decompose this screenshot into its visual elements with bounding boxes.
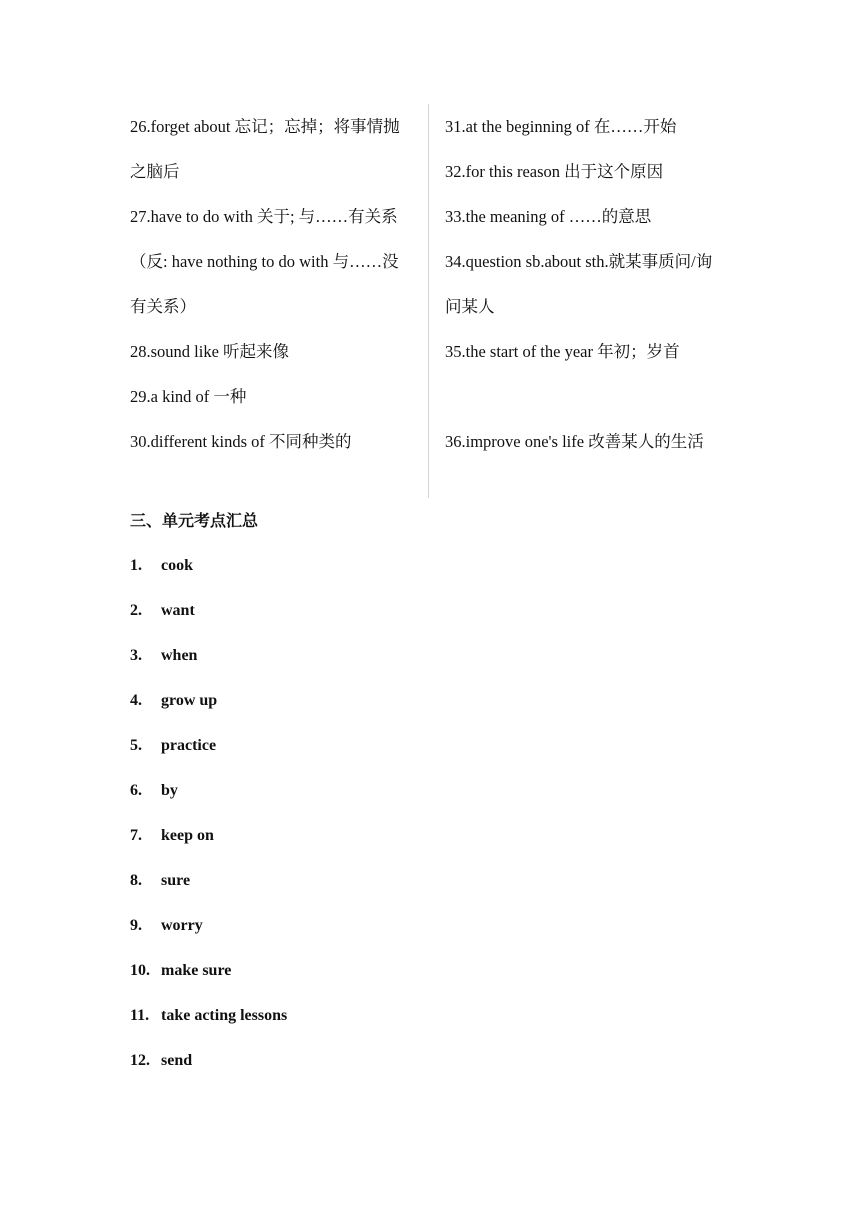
item-text: practice (161, 737, 217, 754)
phrase-line: 29.a kind of 一种 (130, 387, 247, 406)
phrase-columns (130, 104, 740, 498)
phrase-column-right (445, 104, 740, 464)
item-number: 9. (130, 917, 142, 934)
phrase-column-left (130, 104, 420, 464)
list-item (130, 1038, 287, 1083)
item-text: sure (161, 872, 191, 889)
item-text: grow up (161, 692, 218, 709)
key-points-list (130, 543, 287, 1083)
item-text: take acting lessons (161, 1007, 288, 1024)
item-text: by (161, 782, 178, 799)
item-number: 12. (130, 1052, 150, 1069)
phrase-line: 32.for this reason 出于这个原因 (445, 162, 664, 181)
phrase-line: 36.improve one's life 改善某人的生活 (445, 432, 704, 451)
phrase-line: （反: have nothing to do with 与……没 (130, 252, 399, 271)
phrase-line: 34.question sb.about sth.就某事质问/询 (445, 252, 713, 271)
item-number: 7. (130, 827, 142, 844)
list-item (130, 588, 287, 633)
phrase-line: 35.the start of the year 年初；岁首 (445, 342, 680, 361)
item-number: 11. (130, 1007, 150, 1024)
item-number: 10. (130, 962, 150, 979)
item-number: 5. (130, 737, 142, 754)
list-item (130, 633, 287, 678)
phrase-line: 问某人 (445, 297, 495, 316)
phrase-line: 26.forget about 忘记；忘掉；将事情抛 (130, 117, 400, 136)
phrase-line: 有关系） (130, 297, 196, 316)
item-text: make sure (161, 962, 232, 979)
list-item (130, 948, 287, 993)
list-item (130, 768, 287, 813)
item-text: worry (161, 917, 203, 934)
phrase-line: 27.have to do with 关于; 与……有关系 (130, 207, 398, 226)
phrase-line: 30.different kinds of 不同种类的 (130, 432, 352, 451)
phrase-line: 33.the meaning of ……的意思 (445, 207, 652, 226)
column-divider (428, 104, 429, 498)
list-item (130, 678, 287, 723)
item-number: 3. (130, 647, 142, 664)
list-item (130, 993, 287, 1038)
list-item (130, 723, 287, 768)
item-text: when (161, 647, 198, 664)
phrase-line-blank (445, 374, 740, 419)
item-number: 1. (130, 557, 142, 574)
section-title: 三、单元考点汇总 (130, 511, 259, 530)
list-item (130, 813, 287, 858)
list-item (130, 858, 287, 903)
item-text: want (161, 602, 195, 619)
item-text: keep on (161, 827, 214, 844)
item-number: 2. (130, 602, 142, 619)
phrase-line: 之脑后 (130, 162, 180, 181)
item-text: cook (161, 557, 193, 574)
phrase-line: 31.at the beginning of 在……开始 (445, 117, 677, 136)
phrase-line: 28.sound like 听起来像 (130, 342, 290, 361)
list-item (130, 543, 287, 588)
item-text: send (161, 1052, 193, 1069)
item-number: 8. (130, 872, 142, 889)
item-number: 4. (130, 692, 142, 709)
item-number: 6. (130, 782, 142, 799)
list-item (130, 903, 287, 948)
